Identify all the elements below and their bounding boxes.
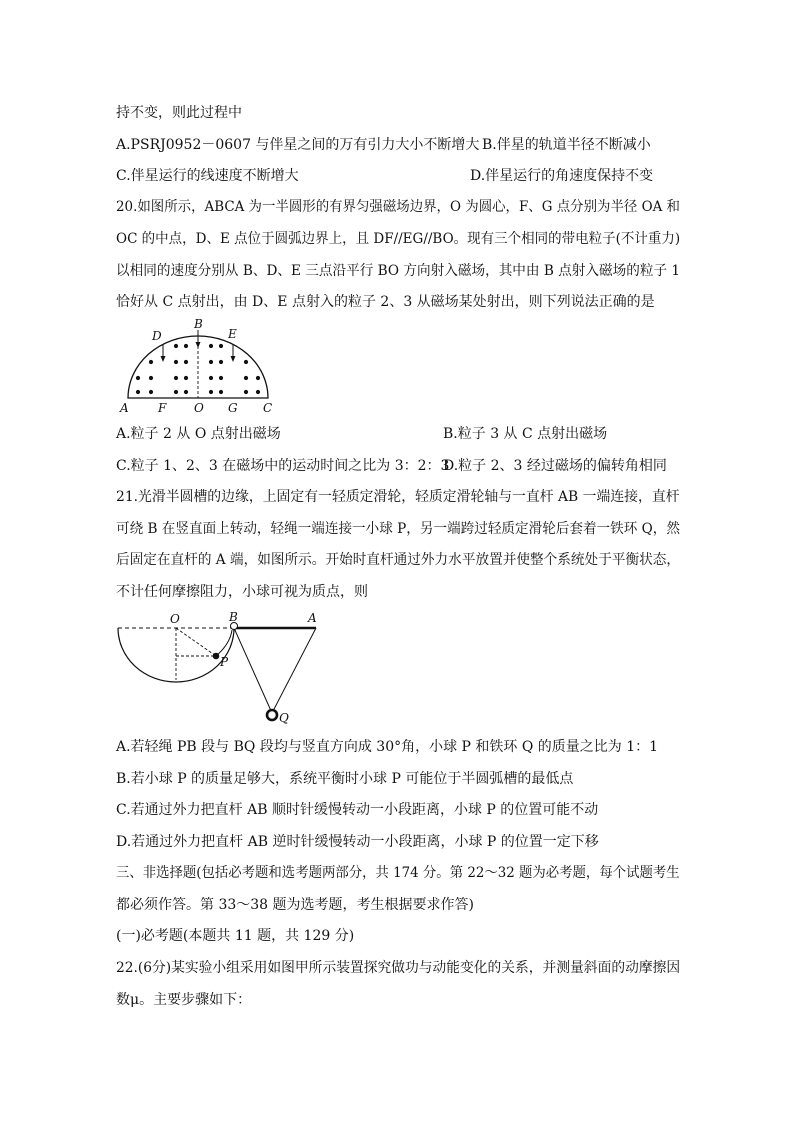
q19-continuation: 持不变，则此过程中	[116, 105, 242, 121]
label-a: A	[308, 611, 317, 625]
q21-option-b: B.若小球 P 的质量足够大，系统平衡时小球 P 可能位于半圆弧槽的最低点	[116, 771, 574, 787]
label-o: O	[170, 612, 180, 626]
q21-stem-line-2: 可绕 B 在竖直面上转动，轻绳一端连接一小球 P，另一端跨过轻质定滑轮后套着一铁环 Q，然	[116, 521, 680, 537]
q22-stem-line-2: 数μ。主要步骤如下：	[116, 992, 252, 1008]
rope-pb	[216, 630, 232, 656]
q21-option-d: D.若通过外力把直杆 AB 逆时针缓慢转动一小段距离，小球 P 的位置一定下移	[116, 834, 599, 850]
q20-stem-line-4: 恰好从 C 点射出，由 D、E 点射入的粒子 2、3 从磁场某处射出，则下列说法正确的是	[116, 294, 655, 310]
q19-option-c: C.伴星运行的线速度不断增大	[116, 168, 299, 184]
q19-option-d: D.伴星运行的角速度保持不变	[470, 168, 654, 184]
section3-heading-line-1: 三、非选择题(包括必考题和选考题两部分，共 174 分。第 22～32 题为必考题，每个试题考生	[116, 865, 680, 881]
ball-p	[213, 653, 220, 660]
q19-option-a: A.PSRJ0952－0607 与伴星之间的万有引力大小不断增大	[116, 137, 480, 153]
q21-stem-line-3: 后固定在直杆的 A 端，如图所示。开始时直杆通过外力水平放置并使整个系统处于平衡状态，	[116, 552, 681, 568]
q22-stem-line-1: 22.(6分)某实验小组采用如图甲所示装置探究做功与动能变化的关系，并测量斜面的动摩擦因	[116, 960, 681, 976]
section3-heading-line-2: 都必须作答。第 33～38 题为选考题，考生根据要求作答)	[116, 897, 474, 913]
label-p: P	[220, 655, 229, 669]
q21-option-c: C.若通过外力把直杆 AB 顺时针缓慢转动一小段距离，小球 P 的位置可能不动	[116, 802, 599, 818]
q21-stem-line-1: 21.光滑半圆槽的边缘，上固定有一轻质定滑轮，轻质定滑轮轴与一直杆 AB 一端连接，直杆	[116, 489, 680, 505]
rope-qa	[272, 628, 316, 713]
q20-option-b: B.粒子 3 从 C 点射出磁场	[443, 426, 608, 442]
q21-option-a: A.若轻绳 PB 段与 BQ 段均与竖直方向成 30°角，小球 P 和铁环 Q 的质量之比为 1：1	[116, 739, 659, 755]
section3-sub-heading: (一)必考题(本题共 11 题，共 129 分)	[116, 928, 355, 944]
label-o: O	[194, 401, 204, 415]
q20-option-d: D.粒子 2、3 经过磁场的偏转角相同	[443, 458, 667, 474]
label-c: C	[263, 401, 273, 415]
q21-stem-line-4: 不计任何摩擦阻力，小球可视为质点，则	[116, 584, 368, 600]
q21-pulley-rod-figure	[116, 610, 326, 725]
label-q: Q	[279, 711, 289, 725]
label-f: F	[158, 401, 167, 415]
q20-stem-line-2: OC 的中点，D、E 点位于圆弧边界上，且 DF//EG//BO。现有三个相同的带电粒子(不计重力)	[116, 231, 681, 247]
q20-stem-line-3: 以相同的速度分别从 B、D、E 三点沿平行 BO 方向射入磁场，其中由 B 点射入磁场的粒子 1	[116, 263, 681, 279]
label-d: D	[152, 329, 162, 343]
label-g: G	[228, 401, 238, 415]
label-e: E	[228, 327, 237, 341]
dashed-op	[176, 628, 216, 656]
label-b: B	[229, 610, 238, 624]
q20-option-c: C.粒子 1、2、3 在磁场中的运动时间之比为 3：2：3	[116, 458, 450, 474]
q19-option-b: B.伴星的轨道半径不断减小	[482, 137, 651, 153]
label-a: A	[120, 401, 129, 415]
q20-option-a: A.粒子 2 从 O 点射出磁场	[116, 426, 281, 442]
q20-semicircle-field-figure	[116, 316, 281, 416]
q20-stem-line-1: 20.如图所示，ABCA 为一半圆形的有界匀强磁场边界，O 为圆心，F、G 点分别为半径 OA 和	[116, 199, 680, 215]
label-b: B	[194, 317, 203, 331]
rope-bq	[234, 628, 272, 713]
ring-q	[267, 710, 277, 720]
